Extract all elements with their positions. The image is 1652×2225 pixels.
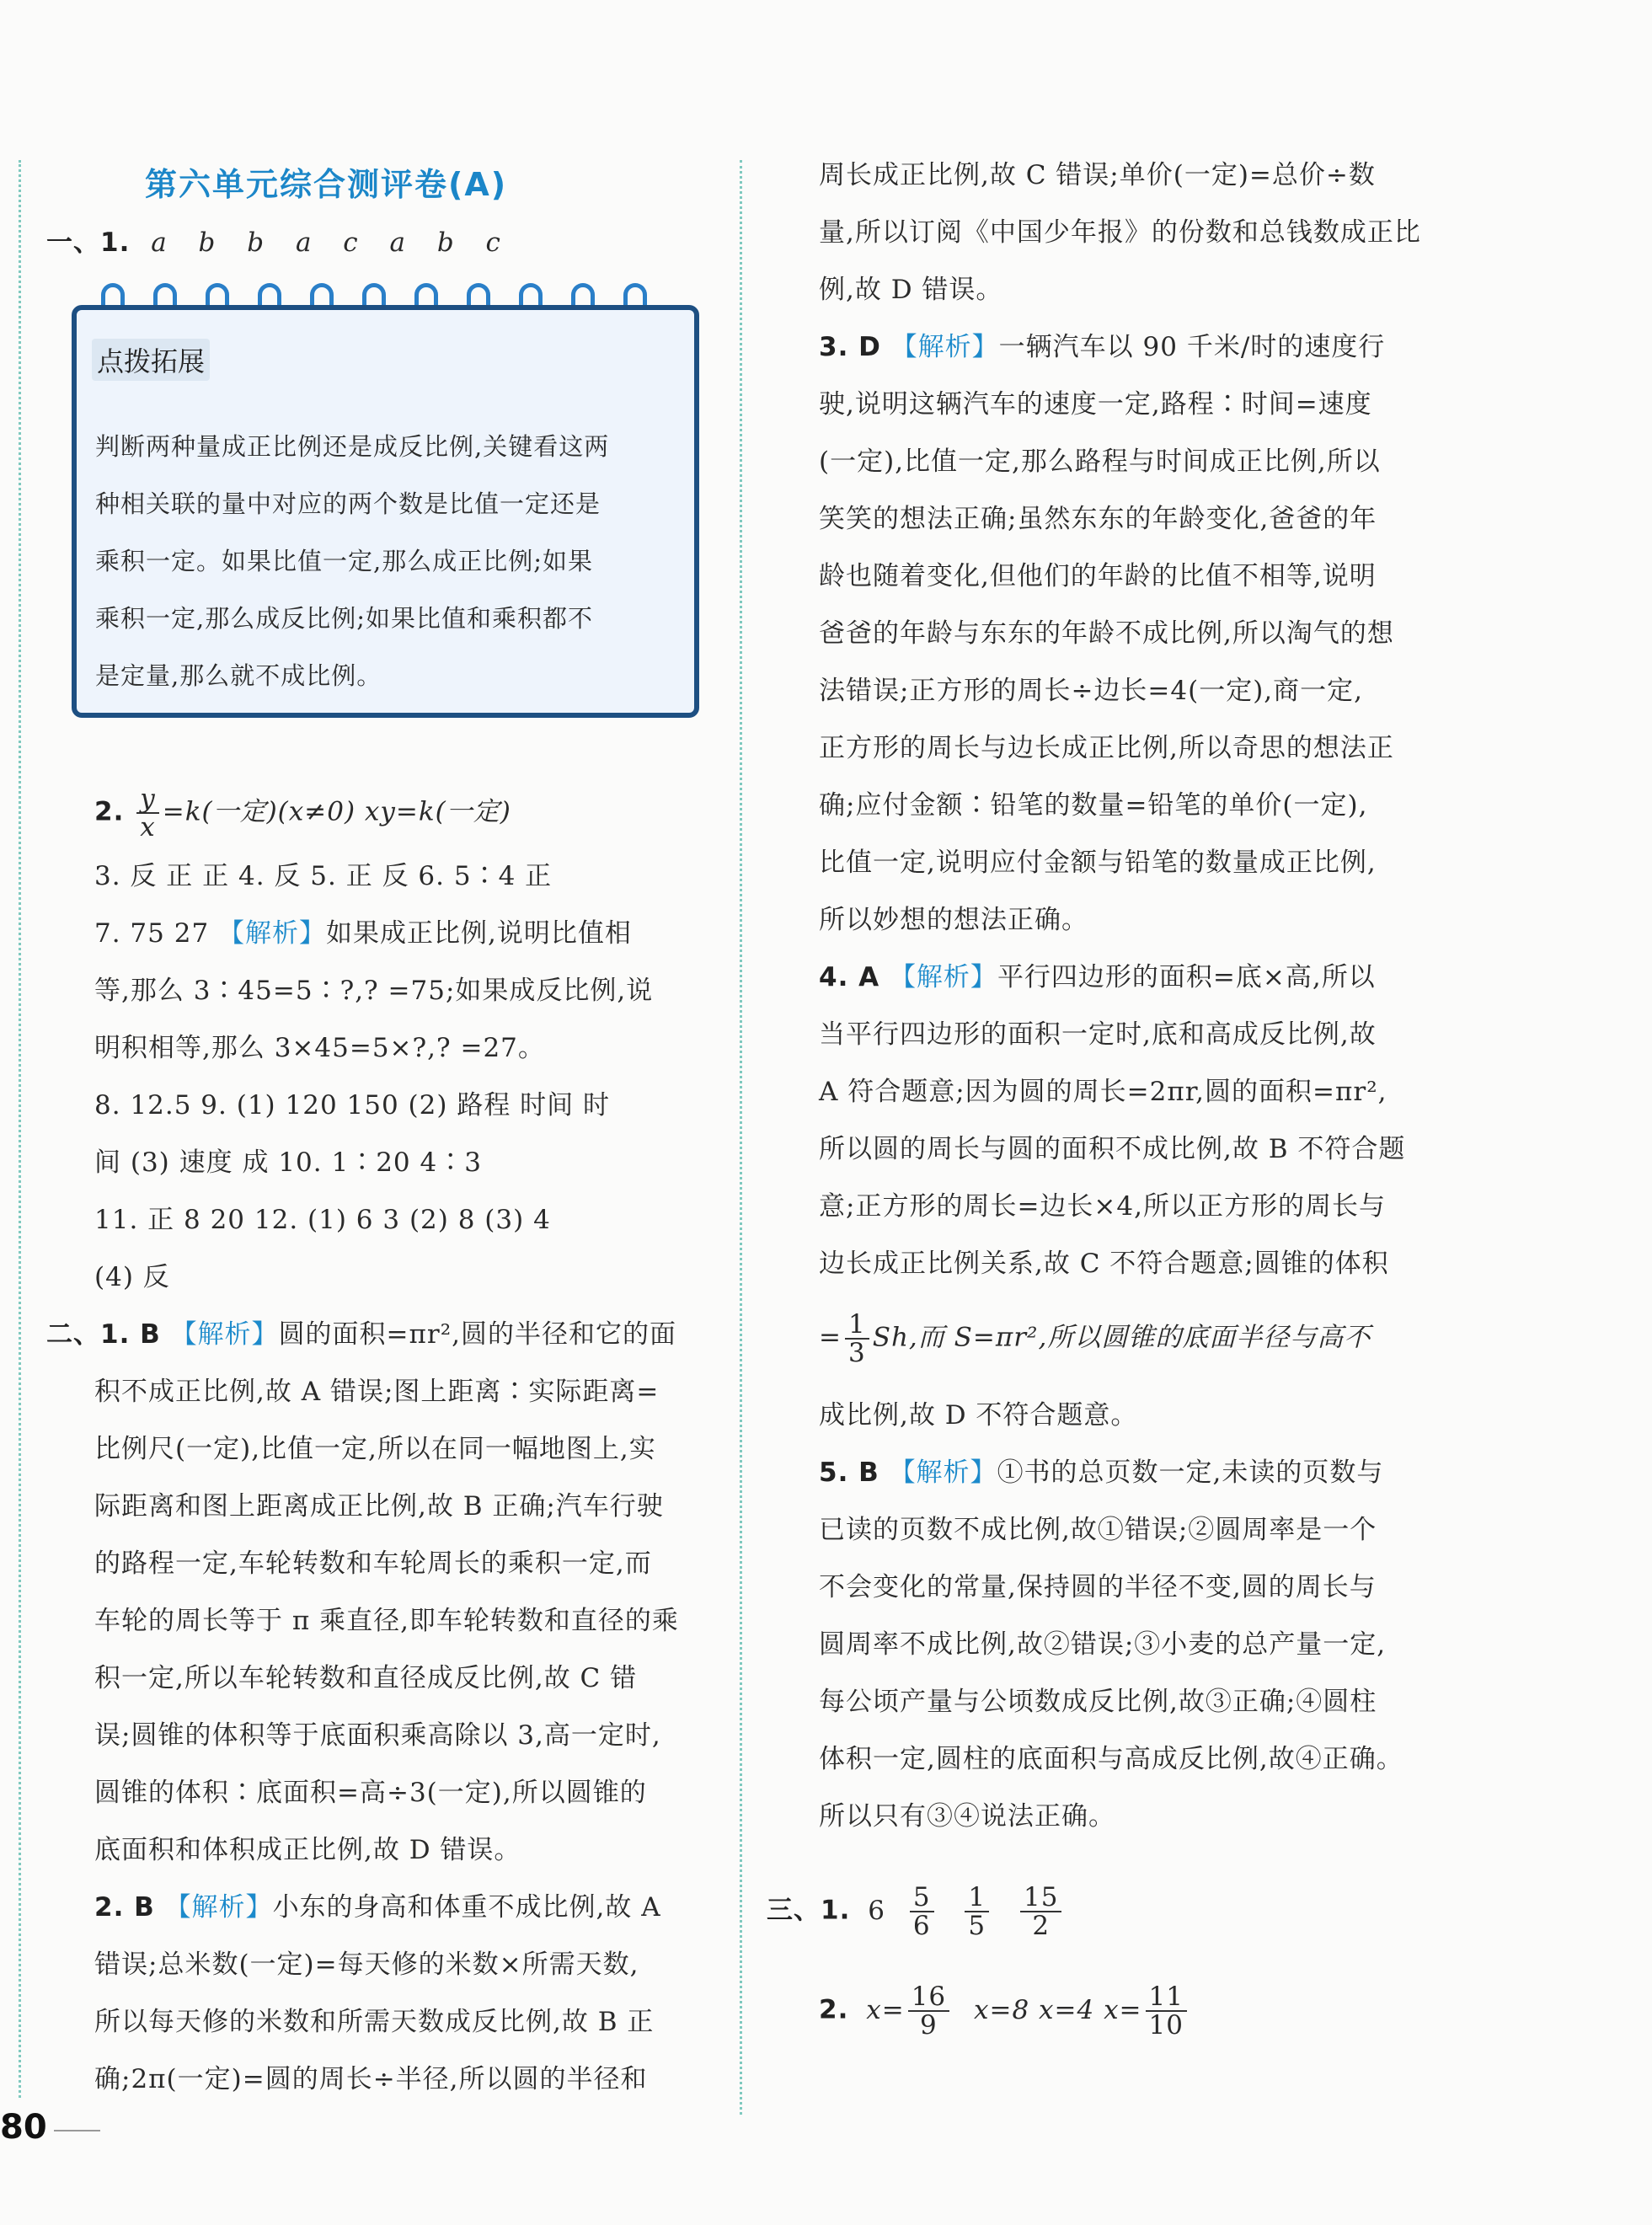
- q3-line: 比值一定,说明应付金额与铅笔的数量成正比例,: [819, 848, 1377, 878]
- q4-line: A 符合题意;因为圆的周长=2πr,圆的面积=πr²,: [819, 1077, 1387, 1107]
- q3-line: 驶,说明这辆汽车的速度一定,路程∶时间=速度: [819, 389, 1372, 420]
- section-1-answers: 一、1. a b b a c a b c: [46, 227, 512, 258]
- q3-line: 笑笑的想法正确;虽然东东的年龄变化,爸爸的年: [819, 504, 1377, 534]
- q4-line: 当平行四边形的面积一定时,底和高成反比例,故: [819, 1019, 1377, 1050]
- q5-line1: 5. B 【解析】①书的总页数一定,未读的页数与: [819, 1457, 1384, 1488]
- q7-line3: 明积相等,那么 3×45=5×?,? =27。: [94, 1033, 545, 1063]
- s3-q2: 2. x= $\frac{16}{9}$ x=8 x=4 x= $\frac{11}{10}$: [819, 1983, 1190, 2039]
- s2-q1-line: 圆锥的体积∶底面积=高÷3(一定),所以圆锥的: [94, 1778, 647, 1808]
- tip-box: [72, 305, 699, 718]
- tip-box-title: 点拨拓展: [92, 339, 210, 381]
- q11-line2: (4) 反: [94, 1262, 170, 1292]
- q3-line: (一定),比值一定,那么路程与时间成正比例,所以: [819, 447, 1381, 477]
- r-cont-line: 量,所以订阅《中国少年报》的份数和总钱数成正比: [819, 217, 1421, 248]
- q3-line1: 3. D 【解析】一辆汽车以 90 千米/时的速度行: [819, 332, 1386, 362]
- s2-q1-line1: 二、1. B 【解析】圆的面积=πr²,圆的半径和它的面: [46, 1319, 677, 1350]
- tip-line: 是定量,那么就不成比例。: [95, 661, 382, 690]
- s2-q2-line: 确;2π(一定)=圆的周长÷半径,所以圆的半径和: [94, 2064, 648, 2094]
- q4-line: 所以圆的周长与圆的面积不成比例,故 B 不符合题: [819, 1134, 1406, 1164]
- q3-6-answers: 3. 反 正 正 4. 反 5. 正 反 6. 5∶4 正: [94, 861, 553, 891]
- s3-q1: 三、1. 6 $\frac{5}{6}$ $\frac{1}{5}$ $\frac{15}{2}$: [767, 1884, 1065, 1939]
- column-divider: [740, 160, 742, 2115]
- q8-line2: 间 (3) 速度 成 10. 1∶20 4∶3: [94, 1147, 482, 1178]
- s2-q2-line: 错误;总米数(一定)=每天修的米数×所需天数,: [94, 1950, 639, 1980]
- q5-line: 每公顷产量与公顷数成反比例,故③正确;④圆柱: [819, 1687, 1377, 1717]
- r-cont-line: 例,故 D 错误。: [819, 275, 1003, 305]
- q3-line: 法错误;正方形的周长÷边长=4(一定),商一定,: [819, 676, 1364, 706]
- q5-line: 圆周率不成比例,故②错误;③小麦的总产量一定,: [819, 1629, 1387, 1660]
- q5-line: 所以只有③④说法正确。: [819, 1801, 1115, 1832]
- q7-line2: 等,那么 3∶45=5∶?,? =75;如果成反比例,说: [94, 976, 654, 1006]
- r-cont-line: 周长成正比例,故 C 错误;单价(一定)=总价÷数: [819, 160, 1376, 190]
- s2-q2-line: 所以每天修的米数和所需天数成反比例,故 B 正: [94, 2007, 655, 2037]
- q4-line: 意;正方形的周长=边长×4,所以正方形的周长与: [819, 1191, 1386, 1222]
- q5-line: 已读的页数不成比例,故①错误;②圆周率是一个: [819, 1515, 1377, 1545]
- s2-q1-line: 积不成正比例,故 A 错误;图上距离∶实际距离=: [94, 1377, 660, 1407]
- q3-line: 龄也随着变化,但他们的年龄的比值不相等,说明: [819, 561, 1377, 591]
- page-number-rule: [54, 2130, 100, 2131]
- q4-line-last: 成比例,故 D 不符合题意。: [819, 1400, 1138, 1431]
- q2-answer: 2. $\frac{y}{x}$ =k(一定)(x≠0) xy=k(一定): [94, 784, 511, 842]
- s2-q1-line: 比例尺(一定),比值一定,所以在同一幅地图上,实: [94, 1434, 656, 1464]
- q7-line1: 7. 75 27 【解析】如果成正比例,说明比值相: [94, 918, 632, 949]
- q3-line: 确;应付金额∶铅笔的数量=铅笔的单价(一定),: [819, 790, 1368, 821]
- tip-line: 种相关联的量中对应的两个数是比值一定还是: [95, 489, 601, 518]
- q4-fraction-line: = $\frac{1}{3}$ Sh,而 S=πr²,所以圆锥的底面半径与高不: [819, 1309, 1371, 1368]
- tip-line: 乘积一定,那么成反比例;如果比值和乘积都不: [95, 604, 593, 633]
- q4-line1: 4. A 【解析】平行四边形的面积=底×高,所以: [819, 962, 1376, 992]
- s2-q2-line1: 2. B 【解析】小东的身高和体重不成比例,故 A: [94, 1892, 661, 1923]
- page-number: 80: [0, 2108, 47, 2147]
- s2-q1-line: 底面积和体积成正比例,故 D 错误。: [94, 1835, 521, 1865]
- s2-q1-line: 的路程一定,车轮转数和车轮周长的乘积一定,而: [94, 1548, 652, 1579]
- q3-line: 爸爸的年龄与东东的年龄不成比例,所以淘气的想: [819, 618, 1394, 649]
- q5-line: 体积一定,圆柱的底面积与高成反比例,故④正确。: [819, 1744, 1403, 1774]
- q5-line: 不会变化的常量,保持圆的半径不变,圆的周长与: [819, 1572, 1377, 1602]
- tip-line: 判断两种量成正比例还是成反比例,关键看这两: [95, 432, 610, 461]
- page-title: 第六单元综合测评卷(A): [145, 166, 508, 203]
- left-margin-dotted-line: [19, 160, 21, 2098]
- q3-line: 所以妙想的想法正确。: [819, 905, 1088, 935]
- q3-line: 正方形的周长与边长成正比例,所以奇思的想法正: [819, 733, 1394, 763]
- q11-line1: 11. 正 8 20 12. (1) 6 3 (2) 8 (3) 4: [94, 1205, 551, 1235]
- s2-q1-line: 车轮的周长等于 π 乘直径,即车轮转数和直径的乘: [94, 1606, 679, 1636]
- s2-q1-line: 际距离和图上距离成正比例,故 B 正确;汽车行驶: [94, 1491, 664, 1522]
- s2-q1-line: 误;圆锥的体积等于底面积乘高除以 3,高一定时,: [94, 1720, 661, 1751]
- q8-line1: 8. 12.5 9. (1) 120 150 (2) 路程 时间 时: [94, 1090, 611, 1121]
- q4-line: 边长成正比例关系,故 C 不符合题意;圆锥的体积: [819, 1249, 1389, 1279]
- s2-q1-line: 积一定,所以车轮转数和直径成反比例,故 C 错: [94, 1663, 638, 1693]
- tip-line: 乘积一定。如果比值一定,那么成正比例;如果: [95, 547, 593, 575]
